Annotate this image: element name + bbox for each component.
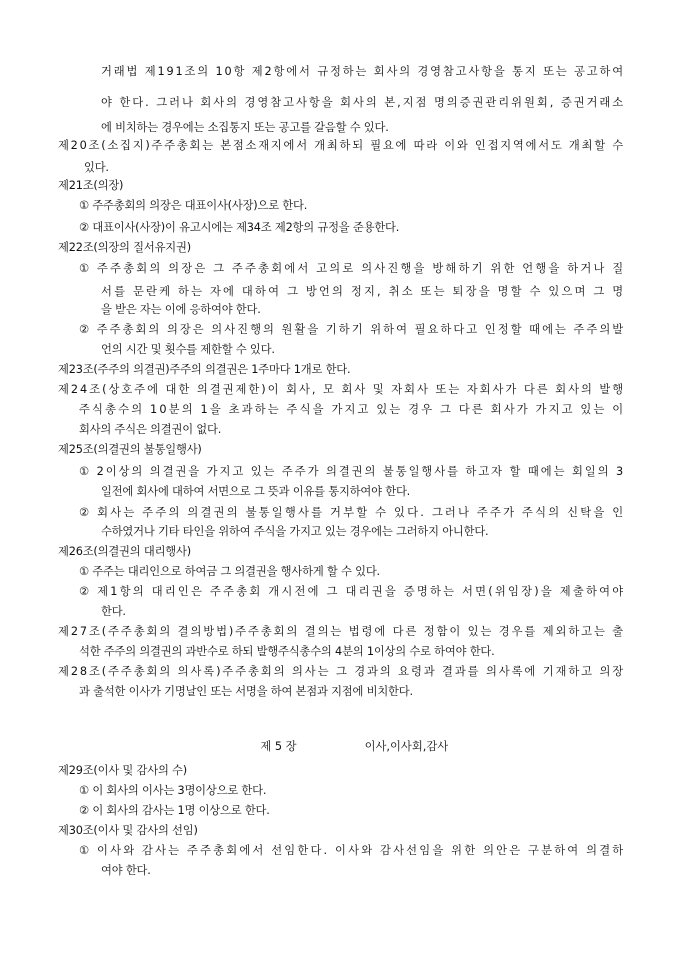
- clause-item: ② 회사는 주주의 의결권의 불통일행사를 거부할 수 있다. 그러나 주주가 주식의 신탁을 인: [79, 506, 626, 519]
- text-line: 회사의 주식은 의결권이 없다.: [79, 423, 222, 436]
- article-27: 제27조(주주총회의 결의방법)주주총회의 결의는 법령에 다른 정함이 있는 경우를 제외하고는 출: [58, 625, 626, 638]
- clause-item: ① 2이상의 의결권을 가지고 있는 주주가 의결권의 불통일행사를 하고자 할 때에는 회일의 3: [79, 465, 626, 478]
- clause-item: ① 주주는 대리인으로 하여금 그 의결권을 행사하게 할 수 있다.: [79, 565, 380, 578]
- text-line: 야 한다. 그러나 회사의 경영참고사항을 회사의 본,지점 명의증권관리위원회, 증권거래소: [101, 96, 626, 109]
- clause-item: ① 주주총회의 의장은 그 주주총회에서 고의로 의사진행을 방해하기 위한 언행을 하거나 질: [79, 262, 626, 275]
- text-line: 일전에 회사에 대하여 서면으로 그 뜻과 이유를 통지하여야 한다.: [101, 485, 411, 498]
- clause-item: ② 이 회사의 감사는 1명 이상으로 한다.: [79, 804, 270, 817]
- chapter-number: 제 5 장: [260, 739, 297, 753]
- clause-item: ① 주주총회의 의장은 대표이사(사장)으로 한다.: [79, 199, 308, 212]
- article-28: 제28조(주주총회의 의사록)주주총회의 의사는 그 경과의 요령과 결과를 의사록에 기재하고 의장: [58, 665, 626, 678]
- text-line: 한다.: [101, 605, 126, 618]
- text-line: 언의 시간 및 횟수를 제한할 수 있다.: [101, 343, 275, 356]
- clause-item: ② 주주총회의 의장은 의사진행의 원활을 기하기 위하여 필요하다고 인정할 때에는 주주의발: [79, 323, 626, 336]
- text-line: 서를 문란케 하는 자에 대하여 그 방언의 정지, 취소 또는 퇴장을 명할 수 있으며 그 명: [101, 285, 626, 298]
- text-line: 주식총수의 10분의 1을 초과하는 주식을 가지고 있는 경우 그 다른 회사가 가지고 있는 이: [79, 403, 626, 416]
- text-line: 에 비치하는 경우에는 소집통지 또는 공고를 갈음할 수 있다.: [101, 121, 389, 134]
- text-line: 석한 주주의 의결권의 과반수로 하되 발행주식총수의 4분의 1이상의 수로 하여야 한다.: [79, 645, 495, 658]
- article-24: 제24조(상호주에 대한 의결권제한)이 회사, 모 회사 및 자회사 또는 자회사가 다른 회사의 발행: [58, 383, 626, 396]
- article-22-heading: 제22조(의장의 질서유지권): [58, 241, 191, 254]
- chapter-heading: [246, 722, 448, 773]
- chapter-title: 이사,이사회,감사: [364, 739, 449, 753]
- text-line: 수하였거나 기타 타인을 위하여 주식을 가지고 있는 경우에는 그러하지 아니한다.: [101, 525, 489, 538]
- article-25-heading: 제25조(의결권의 불통일행사): [58, 443, 202, 456]
- clause-item: ② 대표이사(사장)이 유고시에는 제34조 제2항의 규정을 준용한다.: [79, 221, 400, 234]
- clause-item: ① 이사와 감사는 주주총회에서 선임한다. 이사와 감사선임을 위한 의안은 구분하여 의결하: [79, 844, 626, 857]
- text-line: 과 출석한 이사가 기명날인 또는 서명을 하여 본점과 지점에 비치한다.: [79, 685, 413, 698]
- text-line: 을 받은 자는 이에 응하여야 한다.: [101, 303, 261, 316]
- article-26-heading: 제26조(의결권의 대리행사): [58, 545, 191, 558]
- text-line: 거래법 제191조의 10항 제2항에서 규정하는 회사의 경영참고사항을 통지 또는 공고하여: [101, 65, 626, 78]
- article-21-heading: 제21조(의장): [58, 179, 124, 192]
- text-line: 여야 한다.: [101, 864, 151, 877]
- clause-item: ① 이 회사의 이사는 3명이상으로 한다.: [79, 784, 267, 797]
- article-29-heading: 제29조(이사 및 감사의 수): [58, 764, 187, 777]
- text-line: 있다.: [84, 161, 109, 174]
- article-23: 제23조(주주의 의결권)주주의 의결권은 1주마다 1개로 한다.: [58, 363, 351, 376]
- article-20: 제20조(소집지)주주총회는 본점소재지에서 개최하되 필요에 따라 이와 인접지역에서도 개최할 수: [58, 139, 625, 152]
- article-30-heading: 제30조(이사 및 감사의 선임): [58, 824, 198, 837]
- clause-item: ② 제1항의 대리인은 주주총회 개시전에 그 대리권을 증명하는 서면(위임장)을 제출하여야: [79, 585, 626, 598]
